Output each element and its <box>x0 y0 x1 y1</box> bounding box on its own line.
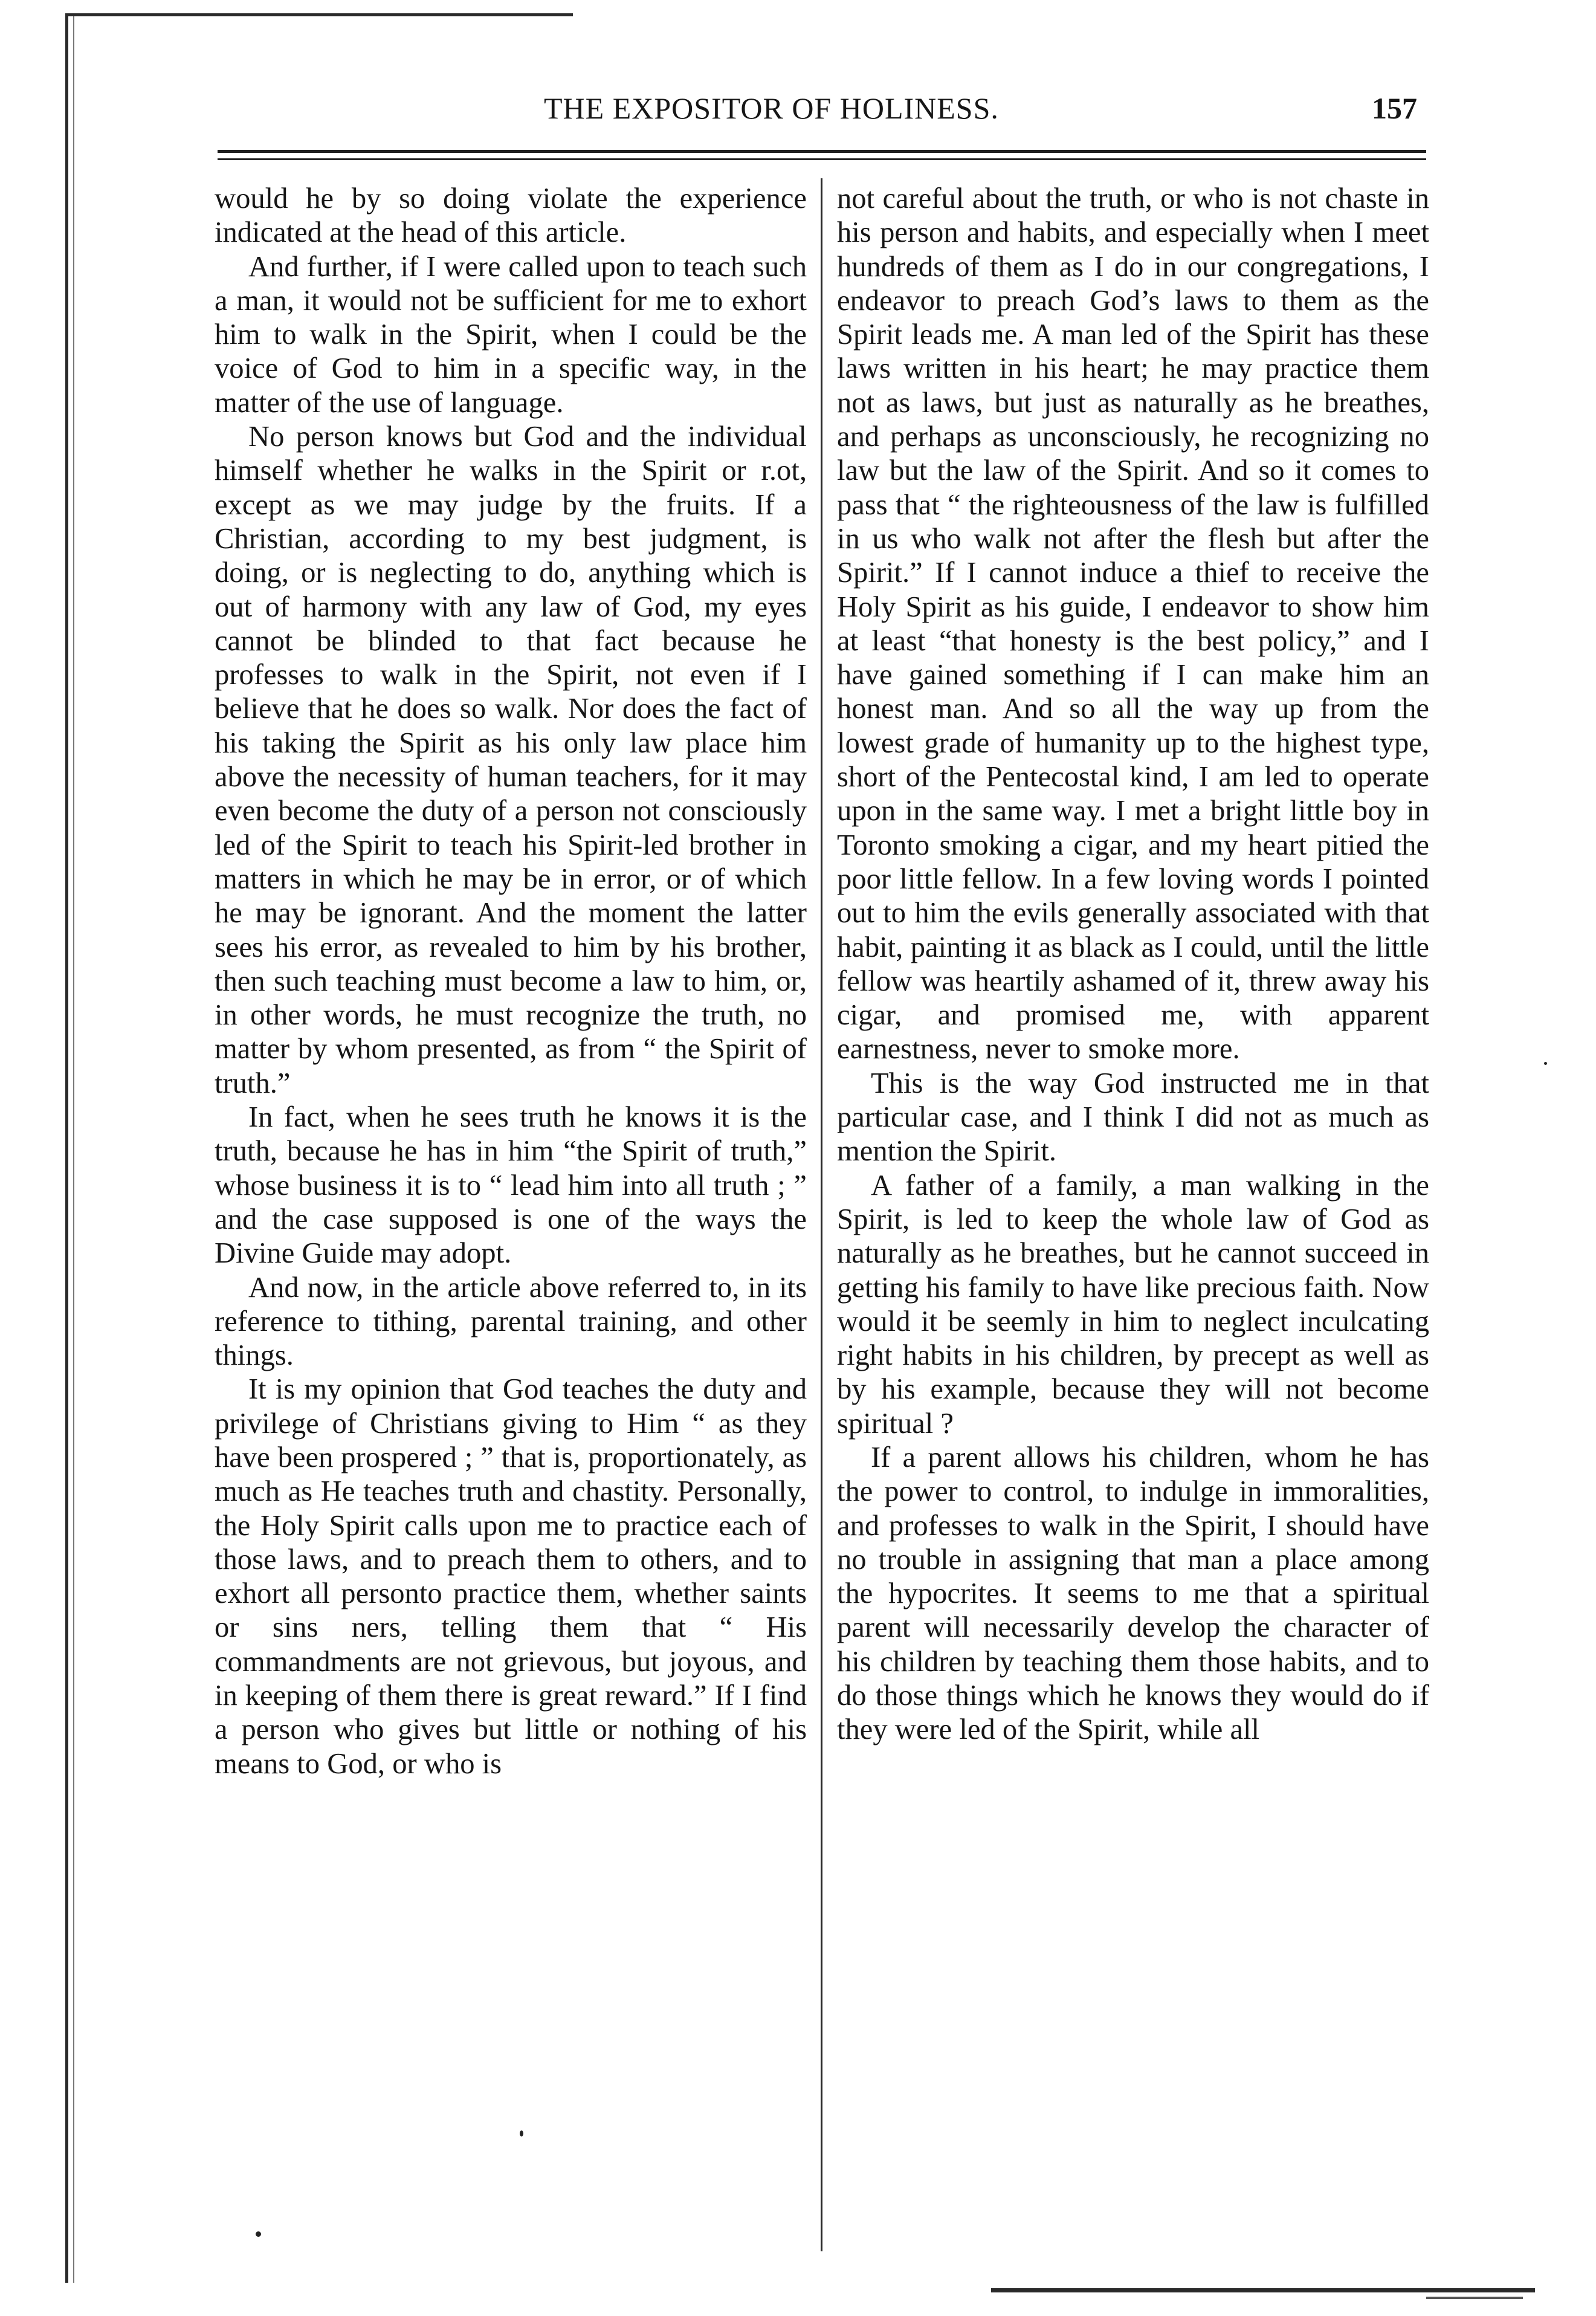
paragraph: In fact, when he sees truth he knows it is the truth, because he has in him “the Spirit of truth,” whose business it is to “ lead him into all truth ; ” and the case supposed is one of the ways the Divine Guide may adopt. <box>215 1101 807 1270</box>
scan-spine-shadow <box>73 13 74 2283</box>
ink-speck <box>1544 1062 1547 1065</box>
paragraph: It is my opinion that God teaches the duty and privilege of Christians giving to Him “ as they have been prospered ; ” that is, proportionately, as much as He teaches truth and chastity. Personally, the Holy Spirit calls upon me to practice each of those laws, and to preach them to others, and to exhort all personto practice them, whether saints or sins ners, telling them that “ His commandments are not grievous, but joyous, and in keeping of them there is great reward.” If I find a person who gives but little or nothing of his means to God, or who is <box>215 1373 807 1780</box>
left-column <box>215 181 807 2248</box>
running-title: THE EXPOSITOR OF HOLINESS. <box>544 91 999 125</box>
header-rule-thick <box>218 150 1426 153</box>
right-column <box>837 181 1429 2248</box>
header-rule-thin <box>218 158 1426 160</box>
running-header <box>218 91 1426 139</box>
paragraph: No person knows but God and the individual himself whether he walks in the Spirit or r.ot, except as we may judge by the fruits. If a Christian, according to my best judgment, is doing, or is neglecting to do, anything which is out of harmony with any law of God, my eyes cannot be blinded to that fact because he professes to walk in the Spirit, not even if I believe that he does so walk. Nor does the fact of his taking the Spirit as his only law place him above the necessity of human teachers, for it may even become the duty of a person not consciously led of the Spirit to teach his Spirit-led brother in matters in which he may be in error, or of which he may be ignorant. And the moment the latter sees his error, as revealed to him by his brother, then such teaching must become a law to him, or, in other words, he must recognize the truth, no matter by whom presented, as from “ the Spirit of truth.” <box>215 420 807 1099</box>
scan-top-edge <box>65 13 573 16</box>
paragraph: This is the way God instructed me in that particular case, and I think I did not as much as mention the Spirit. <box>837 1066 1429 1168</box>
page-number: 157 <box>1372 91 1417 125</box>
column-divider <box>821 178 822 2251</box>
scan-bottom-edge-fragment <box>1426 2297 1523 2299</box>
scan-spine-edge <box>65 13 68 2283</box>
paragraph: would he by so doing violate the experience indicated at the head of this article. <box>215 182 807 249</box>
paragraph: not careful about the truth, or who is not chaste in his person and habits, and especially when I meet hundreds of them as I do in our congregations, I endeavor to preach God’s laws to them as the Spirit leads me. A man led of the Spirit has these laws written in his heart; he may practice them not as laws, but just as naturally as he breathes, and perhaps as unconsciously, he recognizing no law but the law of the Spirit. And so it comes to pass that “ the righteousness of the law is fulfilled in us who walk not after the flesh but after the Spirit.” If I cannot induce a thief to receive the Holy Spirit as his guide, I endeavor to show him at least “that honesty is the best policy,” and I have gained something if I can make him an honest man. And so all the way up from the lowest grade of humanity up to the highest type, short of the Pentecostal kind, I am led to operate upon in the same way. I met a bright little boy in Toronto smoking a cigar, and my heart pitied the poor little fellow. In a few loving words I pointed out to him the evils generally associated with that habit, painting it as black as I could, until the little fellow was heartily ashamed of it, threw away his cigar, and promised me, with apparent earnestness, never to smoke more. <box>837 182 1429 1066</box>
paragraph: A father of a family, a man walking in the Spirit, is led to keep the whole law of God as naturally as he breathes, but he cannot succeed in getting his family to have like precious faith. Now would it be seemly in him to neglect inculcating right habits in his children, by precept as well as by his example, because they will not become spiritual ? <box>837 1168 1429 1440</box>
scan-bottom-edge <box>991 2288 1535 2292</box>
paragraph: And now, in the article above referred to, in its reference to tithing, parental training, and other things. <box>215 1270 807 1372</box>
paragraph: If a parent allows his children, whom he has the power to control, to indulge in immoralities, and professes to walk in the Spirit, I should have no trouble in assigning that man a place among the hypocrites. It seems to me that a spiritual parent will necessarily develop the character of his children by teaching them those habits, and to do those things which he knows they would do if they were led of the Spirit, while all <box>837 1440 1429 1746</box>
paragraph: And further, if I were called upon to teach such a man, it would not be sufficient for me to exhort him to walk in the Spirit, when I could be the voice of God to him in a specific way, in the matter of the use of language. <box>215 250 807 419</box>
